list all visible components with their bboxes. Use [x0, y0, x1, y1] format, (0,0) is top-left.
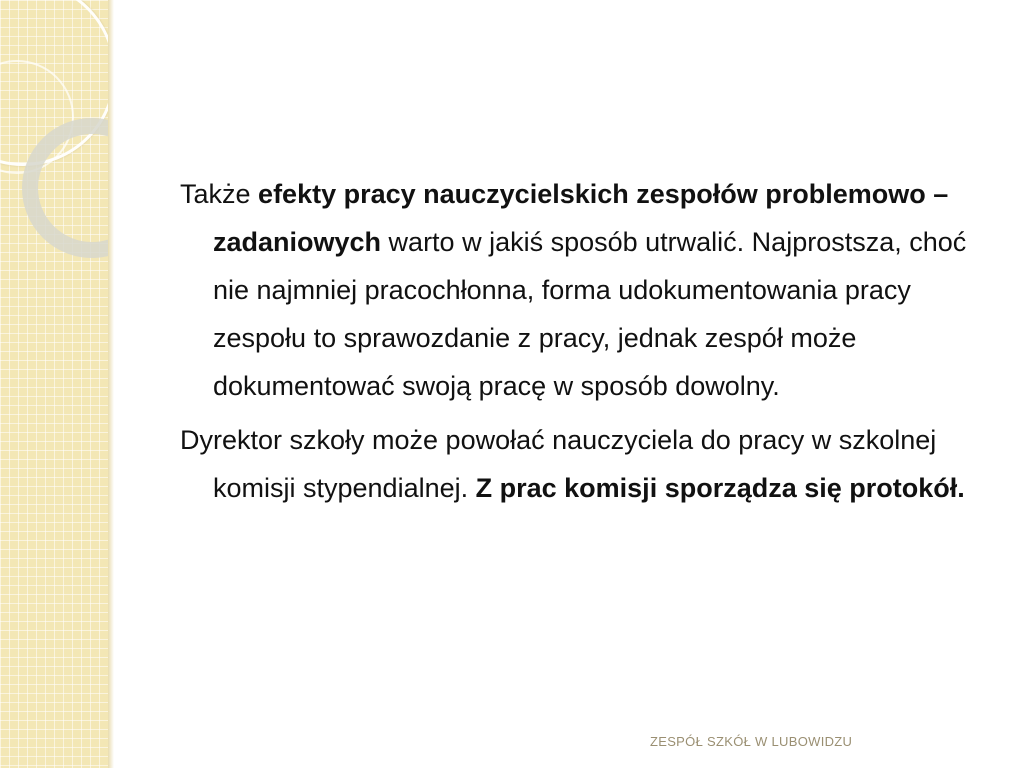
text-segment: warto w jakiś sposób utrwalić. Najprostsza, choć nie najmniej pracochłonna, forma udokumentowania pracy zespołu to sprawozdanie z pracy, jednak zespół może dokumentować swoją pracę w sposób dowolny. [213, 227, 967, 401]
text-segment: Także [180, 179, 259, 209]
decorative-sidebar [0, 0, 108, 768]
slide-footer: ZESPÓŁ SZKÓŁ W LUBOWIDZU [650, 734, 853, 749]
text-segment: Dyrektor szkoły może powołać nauczyciela do pracy w szkolnej komisji stypendialnej. [180, 425, 937, 503]
slide-body [180, 170, 980, 518]
sidebar-edge [108, 0, 114, 768]
paragraph-1 [180, 170, 980, 410]
text-segment-bold: efekty pracy nauczycielskich zespołów problemowo – zadaniowych [213, 179, 949, 257]
paragraph-2 [180, 416, 980, 512]
text-segment-bold: Z prac komisji sporządza się protokół. [475, 473, 965, 503]
